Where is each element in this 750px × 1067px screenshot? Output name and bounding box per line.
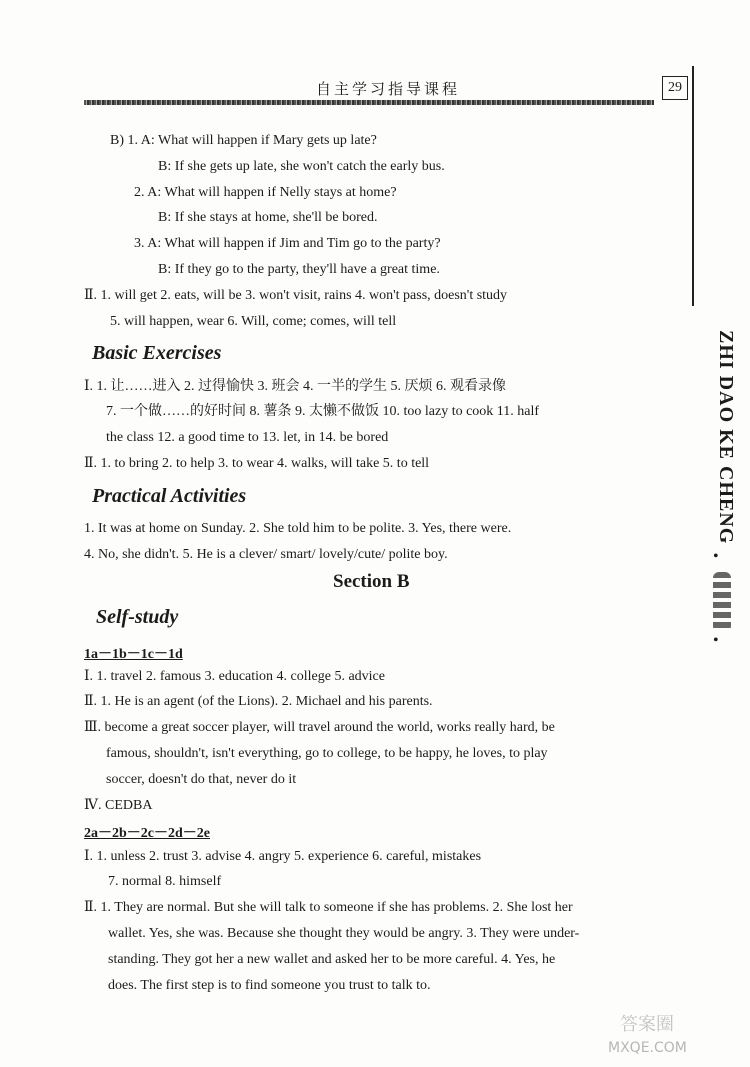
subsection-heading: 2a－2b－2c－2d－2e	[84, 826, 210, 841]
side-emblem	[713, 572, 731, 632]
answer-line: 7. normal 8. himself	[108, 874, 222, 889]
answer-line: standing. They got her a new wallet and asked her to be more careful. 4. Yes, he	[108, 952, 556, 967]
section-heading-practical: Practical Activities	[92, 485, 247, 507]
answer-line: 3. A: What will happen if Jim and Tim go to the party?	[134, 236, 441, 251]
answer-line: Ⅱ. 1. will get 2. eats, will be 3. won't visit, rains 4. won't pass, doesn't study	[84, 288, 508, 303]
answer-line: Ⅰ. 1. unless 2. trust 3. advise 4. angry 5. experience 6. careful, mistakes	[84, 849, 482, 864]
answer-line: 7. 一个做……的好时间 8. 薯条 9. 太懒不做饭 10. too lazy to cook 11. half	[106, 404, 540, 419]
answer-line: B: If she stays at home, she'll be bored.	[158, 210, 378, 225]
answer-line: famous, shouldn't, isn't everything, go to college, to be happy, he loves, to play	[106, 746, 548, 761]
answer-line: 4. No, she didn't. 5. He is a clever/ smart/ lovely/cute/ polite boy.	[84, 547, 448, 562]
answer-line: Ⅲ. become a great soccer player, will travel around the world, works really hard, be	[84, 720, 555, 735]
section-b-title: Section B	[333, 571, 410, 592]
answer-line: wallet. Yes, she was. Because she thought they would be angry. 3. They were under-	[108, 926, 580, 941]
page-number: 29	[662, 76, 688, 100]
answer-line: soccer, doesn't do that, never do it	[106, 772, 297, 787]
section-heading-self-study: Self-study	[96, 606, 179, 628]
header-rule	[84, 100, 654, 105]
watermark-url: MXQE.COM	[608, 1040, 687, 1056]
answer-line: Ⅰ. 1. 让……进入 2. 过得愉快 3. 班会 4. 一半的学生 5. 厌烦 6. 观看录像	[84, 379, 507, 394]
answer-line: B: If she gets up late, she won't catch the early bus.	[158, 159, 445, 174]
answer-line: the class 12. a good time to 13. let, in 14. be bored	[106, 430, 389, 445]
watermark-logo: 答案圈	[620, 1014, 674, 1035]
answer-line: B: If they go to the party, they'll have a great time.	[158, 262, 440, 277]
header-title: 自主学习指导课程	[316, 80, 461, 98]
answer-line: 5. will happen, wear 6. Will, come; comes, will tell	[110, 314, 397, 329]
answer-line: does. The first step is to find someone you trust to talk to.	[108, 978, 431, 993]
answer-line: Ⅱ. 1. to bring 2. to help 3. to wear 4. walks, will take 5. to tell	[84, 456, 430, 471]
side-dot: •	[713, 548, 719, 565]
side-dot: •	[713, 632, 719, 649]
side-divider	[692, 66, 694, 306]
subsection-heading: 1a－1b－1c－1d	[84, 647, 183, 662]
side-title: ZHI DAO KE CHENG	[715, 330, 737, 545]
answer-line: Ⅱ. 1. He is an agent (of the Lions). 2. Michael and his parents.	[84, 694, 433, 709]
section-heading-basic: Basic Exercises	[92, 342, 222, 364]
answer-line: Ⅱ. 1. They are normal. But she will talk to someone if she has problems. 2. She lost her	[84, 900, 573, 915]
answer-line: 1. It was at home on Sunday. 2. She told him to be polite. 3. Yes, there were.	[84, 521, 512, 536]
answer-line: B) 1. A: What will happen if Mary gets up late?	[110, 133, 377, 148]
answer-line: Ⅳ. CEDBA	[84, 798, 153, 813]
answer-line: Ⅰ. 1. travel 2. famous 3. education 4. college 5. advice	[84, 669, 385, 684]
answer-line: 2. A: What will happen if Nelly stays at home?	[134, 185, 397, 200]
